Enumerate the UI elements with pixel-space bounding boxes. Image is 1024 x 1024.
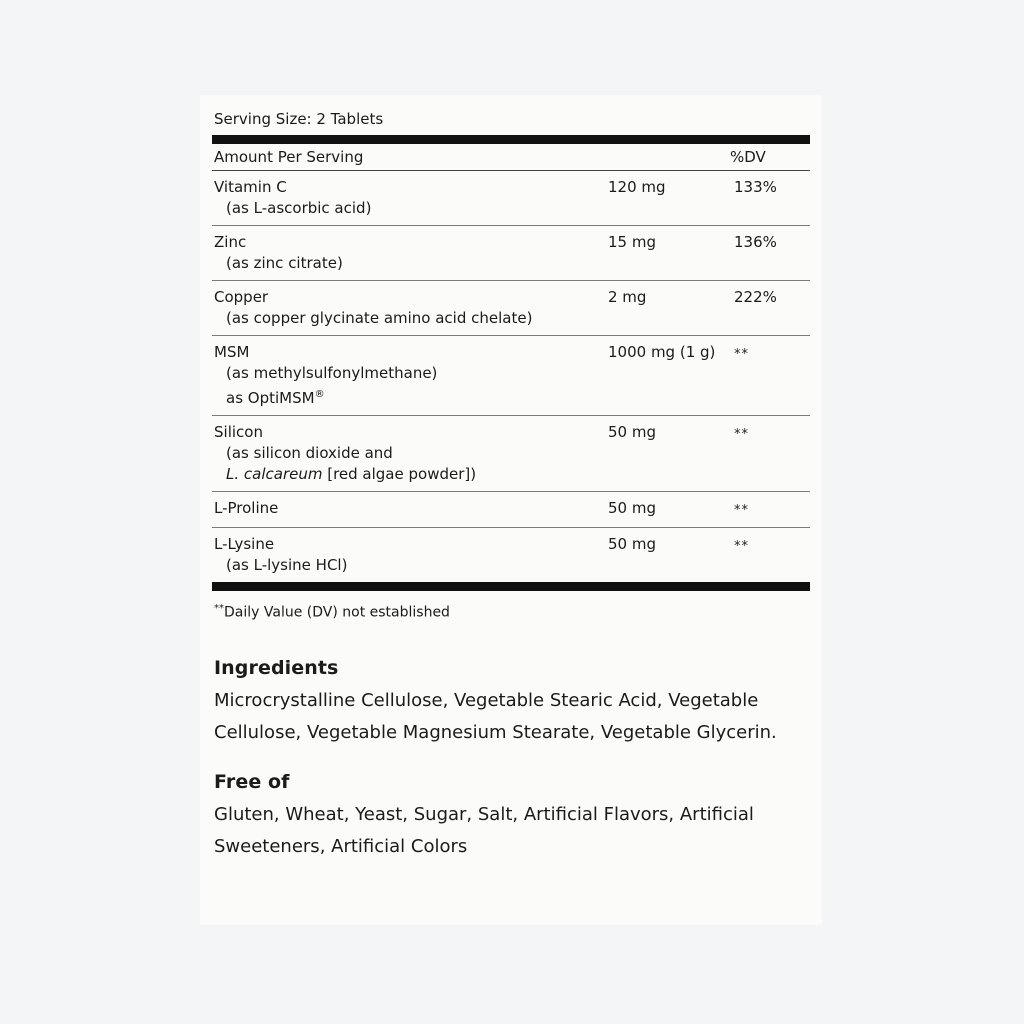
nutrient-source-brand bbox=[214, 384, 596, 409]
table-row bbox=[212, 528, 810, 582]
table-row bbox=[212, 416, 810, 491]
nutrient-amount: 120 mg bbox=[608, 178, 666, 196]
nutrient-dv: ** bbox=[734, 347, 749, 362]
registered-trademark-icon: ® bbox=[314, 389, 325, 400]
nutrient-amount: 50 mg bbox=[608, 499, 656, 517]
table-top-bar bbox=[212, 135, 810, 144]
table-bottom-bar bbox=[212, 582, 810, 591]
daily-value-header: %DV bbox=[730, 148, 766, 166]
table-row bbox=[212, 492, 810, 527]
nutrient-name-block bbox=[212, 342, 602, 409]
table-row bbox=[212, 226, 810, 280]
nutrient-dv: ** bbox=[734, 427, 749, 442]
nutrient-dv: 136% bbox=[734, 233, 777, 251]
ingredients-section bbox=[212, 623, 810, 749]
amount-per-serving-label: Amount Per Serving bbox=[214, 148, 364, 166]
nutrient-name-block bbox=[212, 287, 602, 329]
nutrient-amount: 50 mg bbox=[608, 535, 656, 553]
nutrient-name: L-Proline bbox=[214, 499, 279, 517]
nutrient-name-block bbox=[212, 534, 602, 576]
nutrient-source: (as L-ascorbic acid) bbox=[226, 199, 372, 217]
species-descriptor: [red algae powder]) bbox=[322, 465, 477, 483]
nutrient-name: Copper bbox=[214, 288, 269, 306]
nutrient-source: (as L-lysine HCl) bbox=[226, 556, 348, 574]
nutrient-name: L-Lysine bbox=[214, 535, 275, 553]
footnote bbox=[212, 591, 810, 623]
nutrient-amount: 15 mg bbox=[608, 233, 656, 251]
nutrient-source: (as silicon dioxide and bbox=[226, 444, 393, 462]
brand-name: as OptiMSM bbox=[226, 389, 315, 407]
footnote-marker: ** bbox=[214, 603, 224, 614]
nutrient-dv: 222% bbox=[734, 288, 777, 306]
nutrient-name-block bbox=[212, 422, 602, 485]
table-row bbox=[212, 171, 810, 225]
free-of-section bbox=[212, 749, 810, 863]
table-row bbox=[212, 281, 810, 335]
footnote-text: Daily Value (DV) not established bbox=[224, 604, 450, 621]
nutrient-name: Zinc bbox=[214, 233, 247, 251]
nutrient-amount: 50 mg bbox=[608, 423, 656, 441]
nutrient-source: (as zinc citrate) bbox=[226, 254, 343, 272]
free-of-title: Free of bbox=[214, 770, 290, 793]
nutrient-name-block bbox=[212, 498, 602, 519]
ingredients-title: Ingredients bbox=[214, 656, 339, 679]
nutrient-source: (as methylsulfonylmethane) bbox=[226, 364, 438, 382]
nutrient-name: Silicon bbox=[214, 423, 263, 441]
nutrient-name-block bbox=[212, 232, 602, 274]
species-name: L. calcareum bbox=[226, 465, 323, 483]
serving-size: Serving Size: 2 Tablets bbox=[214, 110, 384, 128]
nutrient-source-continued bbox=[214, 464, 596, 485]
ingredients-body: Microcrystalline Cellulose, Vegetable Stearic Acid, Vegetable Cellulose, Vegetable Magnesium Stearate, Vegetable Glycerin. bbox=[214, 689, 777, 743]
free-of-body: Gluten, Wheat, Yeast, Sugar, Salt, Artificial Flavors, Artificial Sweeteners, Artificial Colors bbox=[214, 803, 754, 857]
table-row bbox=[212, 336, 810, 415]
nutrient-amount: 1000 mg (1 g) bbox=[608, 343, 716, 361]
nutrient-dv: ** bbox=[734, 539, 749, 554]
nutrient-name-block bbox=[212, 177, 602, 219]
nutrient-amount: 2 mg bbox=[608, 288, 647, 306]
amount-per-serving-header bbox=[212, 144, 810, 170]
nutrient-dv: ** bbox=[734, 503, 749, 518]
nutrient-name: Vitamin C bbox=[214, 178, 287, 196]
nutrient-source: (as copper glycinate amino acid chelate) bbox=[226, 309, 533, 327]
nutrient-dv: 133% bbox=[734, 178, 777, 196]
nutrient-name: MSM bbox=[214, 343, 250, 361]
supplement-facts-panel bbox=[200, 95, 822, 925]
